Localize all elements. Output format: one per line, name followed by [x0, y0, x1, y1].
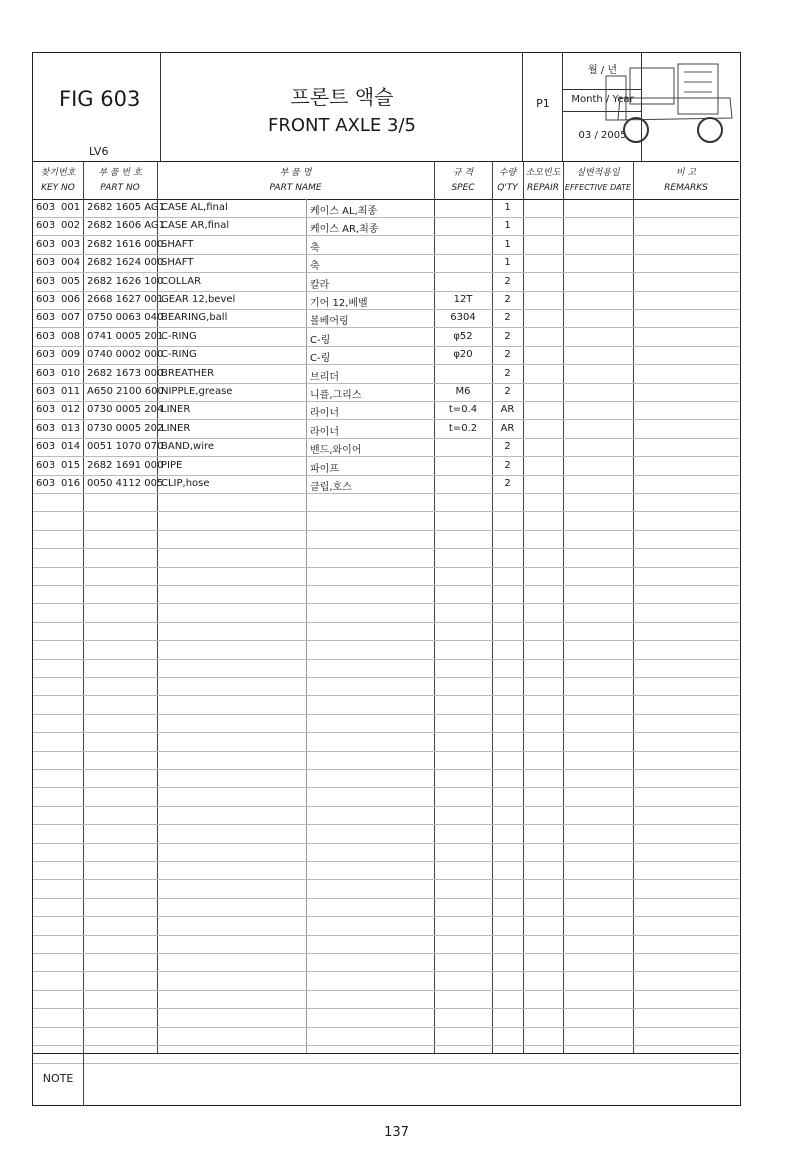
- row-part-number: 0730 0005 202: [87, 422, 164, 434]
- page-label-cell: [523, 53, 563, 161]
- table-row: [33, 935, 739, 954]
- row-qty: 2: [504, 386, 511, 397]
- table-row: [33, 199, 739, 218]
- table-row: [33, 291, 739, 310]
- qty-en: Q'TY: [497, 183, 518, 193]
- row-fig-number: 603: [36, 257, 56, 269]
- table-row: [33, 714, 739, 733]
- key-no-ko: 찾기번호: [40, 168, 76, 178]
- row-part-number: 0750 0063 040: [87, 312, 164, 324]
- qty-ko: 수량: [498, 168, 517, 178]
- row-key-number: 003: [61, 238, 81, 250]
- part-name-ko: 부 품 명: [279, 168, 312, 178]
- row-part-name-en: BEARING,ball: [161, 312, 228, 324]
- row-key-number: 010: [61, 367, 81, 379]
- table-row: [33, 788, 739, 807]
- table-row: [33, 1009, 739, 1028]
- table-row: [33, 328, 739, 347]
- table-row: [33, 677, 739, 696]
- table-row: [33, 549, 739, 568]
- row-part-number: 0050 4112 005: [87, 478, 164, 489]
- row-part-name-en: CASE AL,final: [161, 202, 228, 213]
- table-row: [33, 733, 739, 752]
- row-key-number: 008: [61, 330, 81, 342]
- row-fig-number: 603: [36, 367, 56, 379]
- row-part-number: 2682 1673 000: [87, 367, 164, 379]
- tractor-illustration: [600, 58, 738, 150]
- row-part-number: 2682 1691 000: [87, 459, 164, 471]
- row-part-name-en: COLLAR: [161, 275, 202, 287]
- row-part-name-en: SHAFT: [161, 257, 194, 269]
- part-no-ko: 부 품 번 호: [98, 168, 142, 178]
- row-spec: 12T: [453, 294, 473, 305]
- row-part-name-ko: 니플,그리스: [310, 390, 362, 401]
- table-row: [33, 622, 739, 641]
- row-qty: 2: [504, 367, 511, 379]
- row-qty: 2: [504, 330, 511, 342]
- row-fig-number: 603: [36, 238, 56, 250]
- row-key-number: 006: [61, 294, 81, 305]
- row-qty: 1: [504, 202, 511, 213]
- page-label: P1: [536, 97, 550, 110]
- table-row: [33, 843, 739, 862]
- row-qty: 2: [504, 441, 511, 453]
- table-row: [33, 585, 739, 604]
- row-qty: 1: [504, 257, 511, 269]
- row-fig-number: 603: [36, 330, 56, 342]
- table-row: [33, 769, 739, 788]
- table-row: [33, 475, 739, 494]
- table-row: [33, 917, 739, 936]
- row-key-number: 011: [61, 386, 81, 397]
- spec-ko: 규 격: [452, 168, 474, 178]
- table-row: [33, 861, 739, 880]
- note-area: [33, 1053, 739, 1105]
- row-part-name-en: C-RING: [161, 349, 197, 361]
- table-row: [33, 420, 739, 439]
- row-part-number: A650 2100 600: [87, 386, 164, 397]
- row-key-number: 012: [61, 404, 81, 416]
- table-row: [33, 383, 739, 402]
- row-part-number: 2682 1606 AG1: [87, 220, 166, 232]
- table-row: [33, 972, 739, 991]
- row-fig-number: 603: [36, 220, 56, 232]
- row-qty: 1: [504, 238, 511, 250]
- model-name: LV6: [89, 145, 109, 158]
- month-year-ko: 월 / 년: [563, 53, 642, 90]
- row-fig-number: 603: [36, 386, 56, 397]
- row-part-name-ko: 브리더: [310, 371, 339, 383]
- note-label: NOTE: [42, 1072, 74, 1085]
- row-part-name-en: SHAFT: [161, 238, 194, 250]
- table-row: [33, 512, 739, 531]
- row-part-number: 0741 0005 201: [87, 330, 164, 342]
- row-part-name-en: GEAR 12,bevel: [161, 294, 236, 305]
- table-row: [33, 254, 739, 273]
- row-part-name-en: BREATHER: [161, 367, 215, 379]
- row-part-number: 2668 1627 001: [87, 294, 164, 305]
- row-part-name-ko: 볼베어링: [310, 316, 349, 328]
- row-spec: φ52: [453, 330, 473, 342]
- issue-date: 03 / 2005: [578, 130, 627, 141]
- table-row: [33, 953, 739, 972]
- row-part-name-en: NIPPLE,grease: [161, 386, 233, 397]
- row-part-number: 0740 0002 000: [87, 349, 164, 361]
- row-spec: 6304: [450, 312, 476, 324]
- row-fig-number: 603: [36, 312, 56, 324]
- table-row: [33, 990, 739, 1009]
- row-key-number: 009: [61, 349, 81, 361]
- table-row: [33, 309, 739, 328]
- row-part-name-ko: 케이스 AL,최종: [310, 206, 378, 217]
- figure-number: FIG 603: [59, 87, 141, 111]
- row-qty: AR: [500, 404, 515, 416]
- figure-cell: [33, 53, 161, 161]
- row-fig-number: 603: [36, 349, 56, 361]
- table-row: [33, 567, 739, 586]
- spec-en: SPEC: [451, 183, 475, 193]
- row-part-name-ko: 축: [310, 261, 320, 273]
- row-part-number: 0051 1070 070: [87, 441, 164, 453]
- row-part-name-en: LINER: [161, 422, 191, 434]
- row-key-number: 015: [61, 459, 81, 471]
- row-fig-number: 603: [36, 202, 56, 213]
- row-part-name-ko: 라이너: [310, 426, 339, 438]
- row-qty: 2: [504, 275, 511, 287]
- parts-sheet: [32, 52, 741, 1106]
- row-part-name-en: PIPE: [161, 459, 183, 471]
- grid-line: [83, 1054, 84, 1105]
- table-row: [33, 659, 739, 678]
- part-name-en: PART NAME: [269, 183, 322, 193]
- table-row: [33, 438, 739, 457]
- table-row: [33, 604, 739, 623]
- table-row: [33, 1027, 739, 1046]
- table-row: [33, 273, 739, 292]
- row-part-name-ko: C-링: [310, 353, 331, 365]
- month-year-en: Month / Year: [563, 89, 642, 112]
- part-no-en: PART NO: [100, 183, 140, 193]
- table-row: [33, 530, 739, 549]
- row-part-name-en: CASE AR,final: [161, 220, 230, 232]
- row-part-name-en: C-RING: [161, 330, 197, 342]
- effective-date-en: EFFECTIVE DATE: [564, 183, 632, 192]
- table-row: [33, 806, 739, 825]
- row-key-number: 007: [61, 312, 81, 324]
- row-part-number: 0730 0005 204: [87, 404, 164, 416]
- table-row: [33, 457, 739, 476]
- row-part-name-ko: C-링: [310, 334, 331, 346]
- row-fig-number: 603: [36, 441, 56, 453]
- row-part-number: 2682 1626 100: [87, 275, 164, 287]
- table-row: [33, 346, 739, 365]
- row-part-name-en: CLIP,hose: [161, 478, 210, 489]
- row-key-number: 005: [61, 275, 81, 287]
- row-part-name-ko: 밴드,와이어: [310, 445, 362, 457]
- row-spec: φ20: [453, 349, 473, 361]
- table-row: [33, 493, 739, 512]
- row-part-name-en: LINER: [161, 404, 191, 416]
- row-spec: t=0.4: [448, 404, 478, 416]
- table-row: [33, 365, 739, 384]
- row-fig-number: 603: [36, 294, 56, 305]
- table-row: [33, 751, 739, 770]
- row-spec: M6: [455, 386, 471, 397]
- remarks-ko: 비 고: [675, 168, 697, 178]
- row-part-name-ko: 칼라: [310, 279, 330, 291]
- row-part-name-ko: 클립,호스: [310, 482, 352, 493]
- row-part-name-ko: 축: [310, 242, 320, 254]
- row-fig-number: 603: [36, 422, 56, 434]
- table-row: [33, 898, 739, 917]
- row-part-number: 2682 1624 000: [87, 257, 164, 269]
- row-part-name-ko: 파이프: [310, 463, 339, 475]
- row-key-number: 002: [61, 220, 81, 232]
- row-fig-number: 603: [36, 275, 56, 287]
- table-row: [33, 641, 739, 660]
- row-fig-number: 603: [36, 404, 56, 416]
- row-part-name-en: BAND,wire: [161, 441, 215, 453]
- row-qty: 2: [504, 459, 511, 471]
- repair-ko: 소모빈도: [525, 168, 561, 178]
- row-key-number: 001: [61, 202, 81, 213]
- table-row: [33, 236, 739, 255]
- row-qty: 2: [504, 478, 511, 489]
- row-qty: AR: [500, 422, 515, 434]
- title-english: FRONT AXLE 3/5: [268, 115, 416, 136]
- row-qty: 2: [504, 294, 511, 305]
- row-part-name-ko: 케이스 AR,최종: [310, 224, 379, 236]
- row-fig-number: 603: [36, 478, 56, 489]
- table-row: [33, 825, 739, 844]
- row-part-number: 2682 1616 000: [87, 238, 164, 250]
- remarks-en: REMARKS: [664, 183, 708, 193]
- row-key-number: 004: [61, 257, 81, 269]
- table-row: [33, 217, 739, 236]
- row-spec: t=0.2: [448, 422, 478, 434]
- table-row: [33, 401, 739, 420]
- row-key-number: 013: [61, 422, 81, 434]
- row-key-number: 016: [61, 478, 81, 489]
- row-qty: 2: [504, 312, 511, 324]
- effective-date-ko: 실변적용일: [576, 168, 620, 178]
- row-part-name-ko: 기어 12,베벨: [310, 298, 368, 309]
- repair-en: REPAIR: [527, 183, 559, 193]
- title-cell: [161, 53, 523, 161]
- row-fig-number: 603: [36, 459, 56, 471]
- key-no-en: KEY NO: [41, 183, 75, 193]
- row-qty: 2: [504, 349, 511, 361]
- title-korean: 프론트 액슬: [290, 85, 394, 109]
- table-row: [33, 696, 739, 715]
- page-number: 137: [384, 1125, 409, 1140]
- row-part-name-ko: 라이너: [310, 408, 339, 420]
- row-qty: 1: [504, 220, 511, 232]
- table-row: [33, 880, 739, 899]
- row-key-number: 014: [61, 441, 81, 453]
- row-part-number: 2682 1605 AG1: [87, 202, 166, 213]
